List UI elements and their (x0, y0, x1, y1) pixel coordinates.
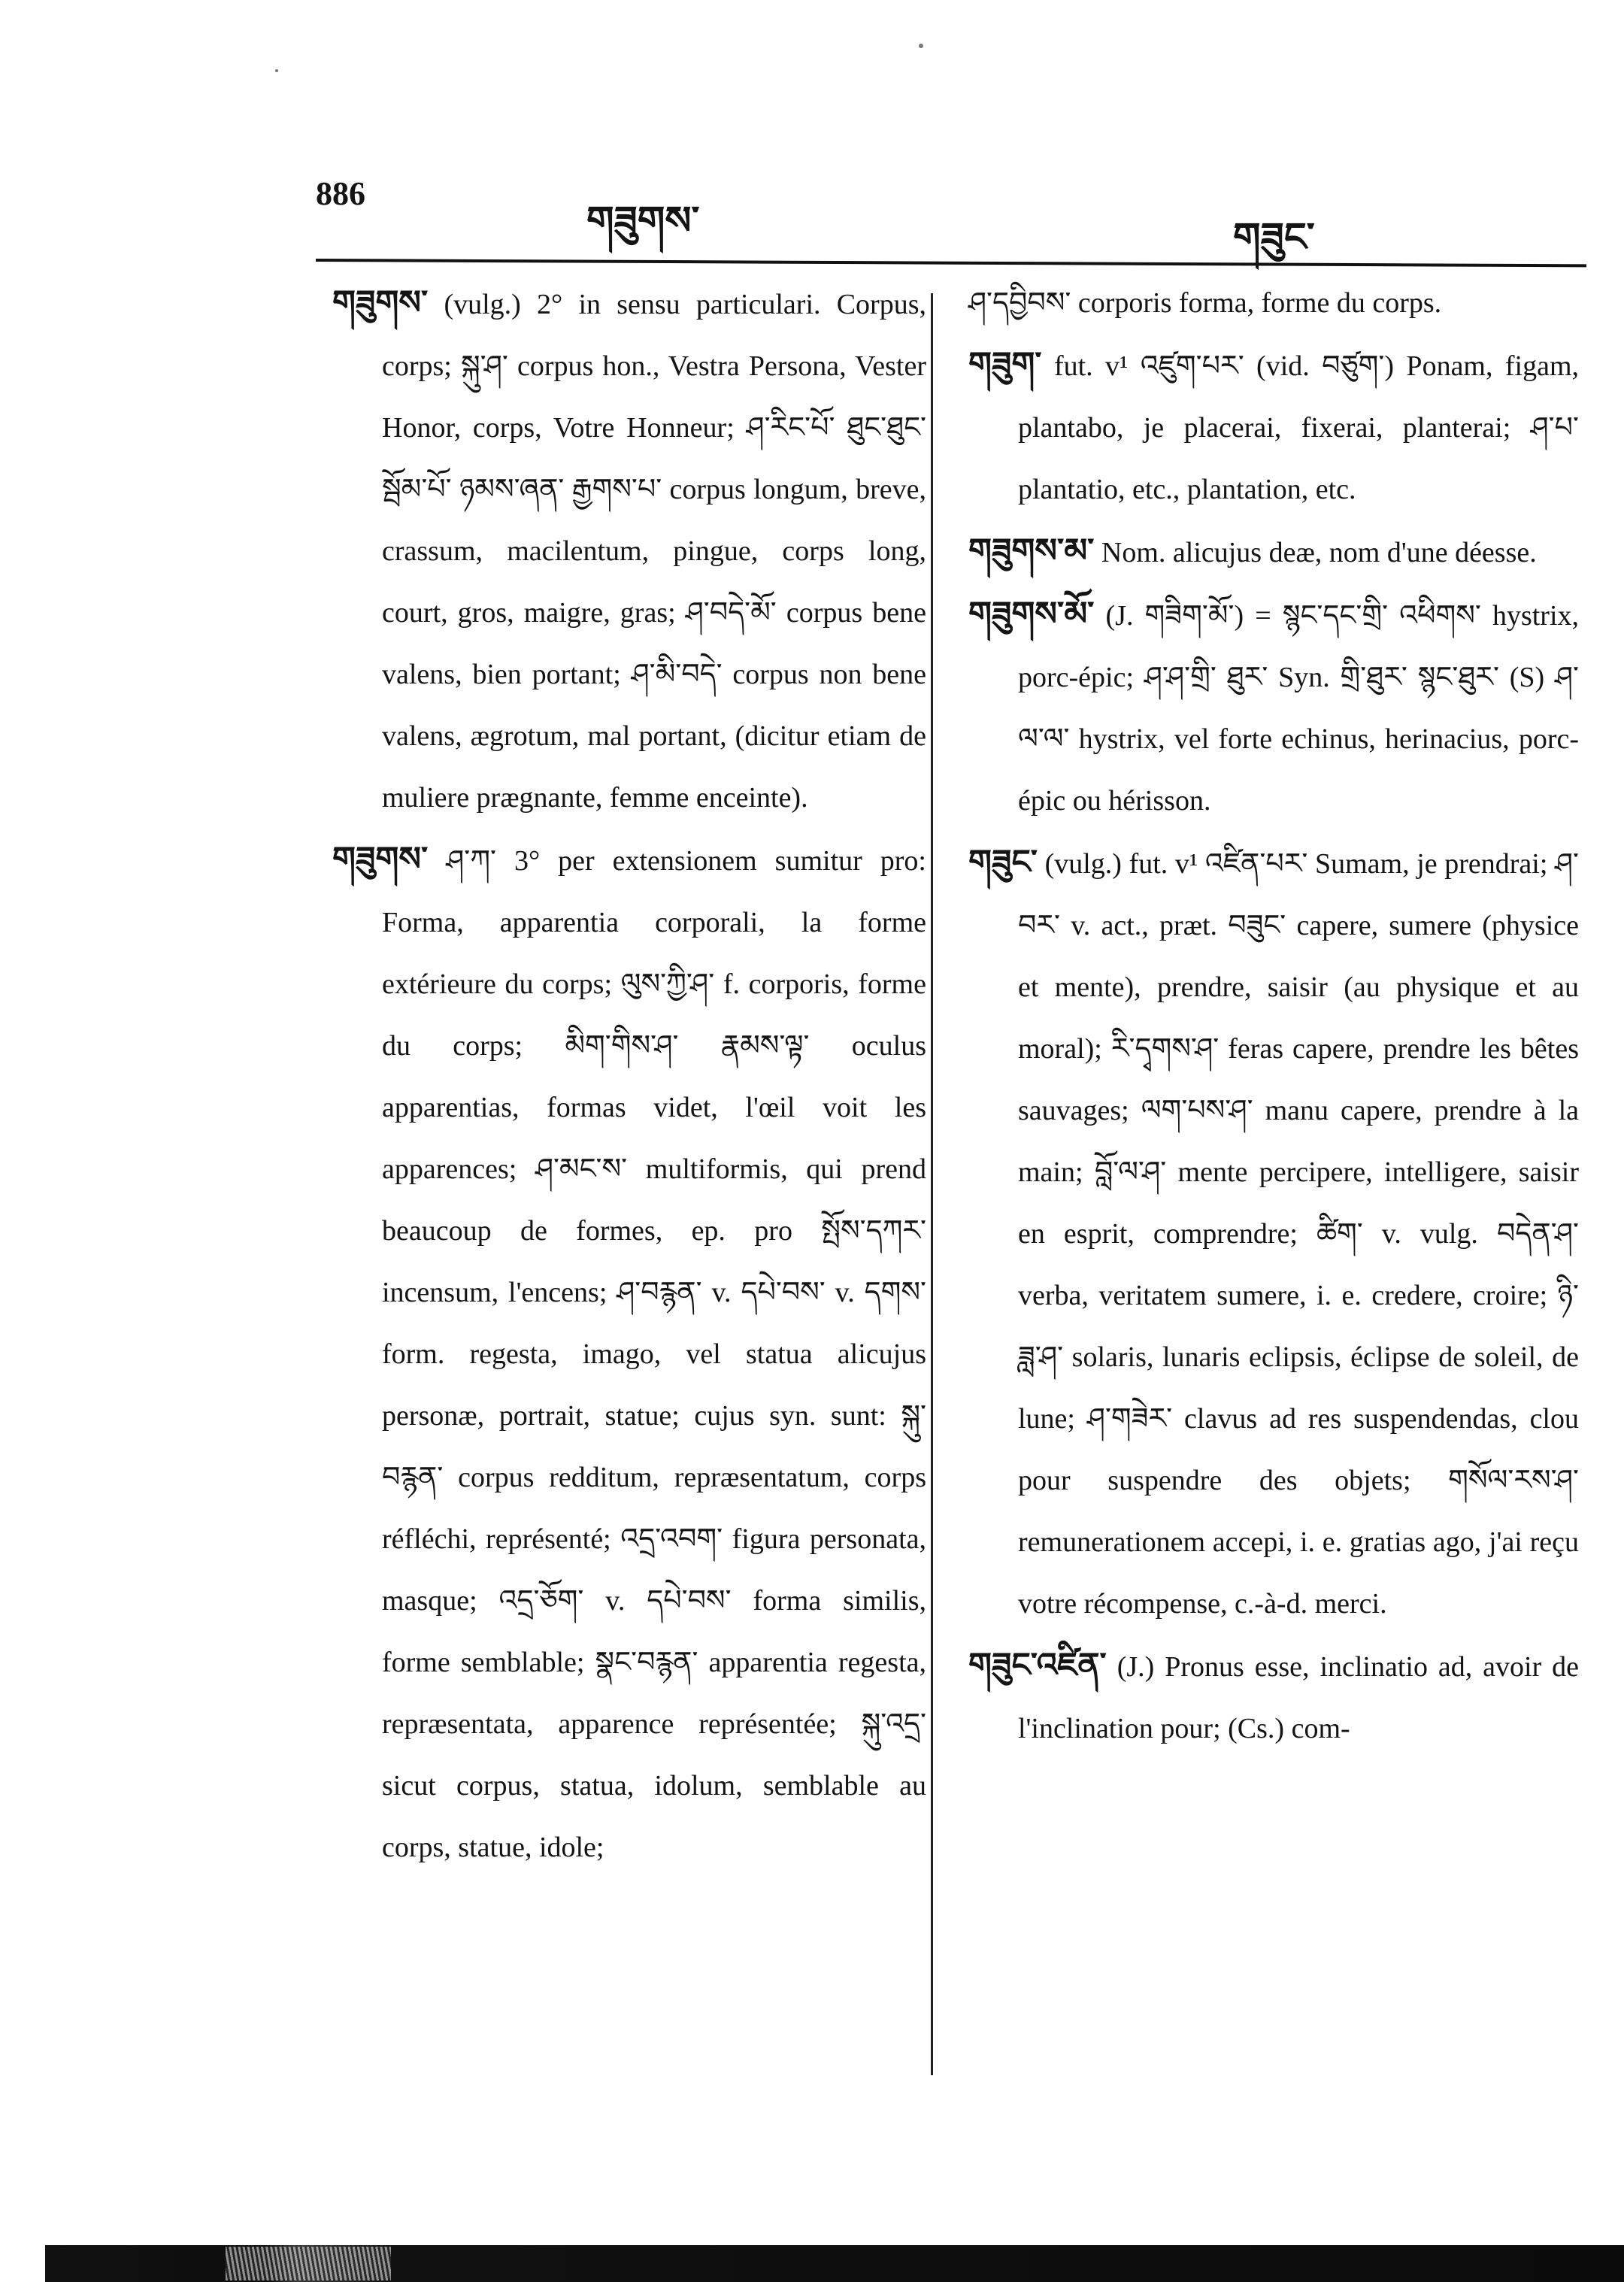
scan-speck (919, 44, 923, 48)
running-head-left: གཟུགས་ (586, 199, 700, 244)
left-column (332, 272, 926, 1878)
entry-text: (vulg.) 2° in sensu particulari. Corpus, corps; སྐུ་ཤ་ corpus hon., Vestra Persona, Vester Honor, corps, Votre Honneur; ཤ་རིང་པོ་ ཐུང་ཐུང་ སྦོམ་པོ་ ཉམས་ཞན་ རྒྱགས་པ་ corpus longum, breve, crassum, macilentum, pingue, corps long, court, gros, maigre, gras; ཤ་བདེ་མོ་ corpus bene valens, bien portant; ཤ་མི་བདེ་ corpus non bene valens, ægrotum, mal portant, (dicitur etiam de muliere prægnante, femme enceinte). (382, 289, 926, 814)
entry-headword: གཟུགས་ (332, 840, 429, 878)
dictionary-entry (968, 334, 1579, 520)
entry-headword: གཟུག་ (968, 345, 1042, 383)
entry-text: fut. v¹ འཛུག་པར་ (vid. བཙུག་) Ponam, figam, plantabo, je placerai, fixerai, planterai; ཤ་པ་ plantatio, etc., plantation, etc. (1018, 350, 1580, 505)
entry-text: (vulg.) fut. v¹ འཛིན་པར་ Sumam, je prendrai; ཤ་བར་ v. act., præt. བཟུང་ capere, sumere (physice et mente), prendre, saisir (au physique et au moral); རི་དྭགས་ཤ་ feras capere, prendre les bêtes sauvages; ལག་པས་ཤ་ manu capere, prendre à la main; བློ་ལ་ཤ་ mente percipere, intelligere, saisir en esprit, comprendre; ཚིག་ v. vulg. བདེན་ཤ་ verba, veritatem sumere, i. e. credere, croire; ཉི་ ཟླ་ཤ་ solaris, lunaris eclipsis, éclipse de soleil, de lune; ཤ་གཟེར་ clavus ad res suspendendas, clou pour suspendre des objets; གསོལ་རས་ཤ་ remunerationem accepi, i. e. gratias ago, j'ai reçu votre récompense, c.-à-d. merci. (1018, 848, 1580, 1620)
dictionary-entry (332, 829, 926, 1878)
entry-headword: གཟུང་འཛིན་ (968, 1646, 1107, 1684)
entry-text: Nom. alicujus deæ, nom d'une déesse. (1101, 537, 1537, 568)
dictionary-entry (968, 1635, 1579, 1759)
entry-text: ཤ་དབྱིབས་ corporis forma, forme du corps. (968, 287, 1442, 319)
page-number: 886 (316, 175, 365, 212)
entry-headword: གཟུགས་ (332, 283, 429, 322)
dictionary-entry (332, 272, 926, 829)
entry-text: (J. གཟིག་མོ་) = སྙང་དང་གྲི་ འཕིགས་ hystrix, porc-épic; ཤ་ཤ་གྲི་ ཐུར་ Syn. གྲི་ཐུར་ སྙང་ཐུར་ (S) ཤ་ལ་ལ་ hystrix, vel forte echinus, herinacius, porc-épic ou hérisson. (1018, 600, 1579, 817)
right-column (968, 272, 1579, 1759)
dictionary-entry (968, 583, 1579, 832)
entry-text: ཤ་ཀ་ 3° per extensionem sumitur pro: Forma, apparentia corporali, la forme extérieure du corps; ལུས་ཀྱི་ཤ་ f. corporis, forme du corps; མིག་གིས་ཤ་ རྣམས་ལྟ་ oculus apparentias, formas videt, l'œil voit les apparences; ཤ་མང་ས་ multiformis, qui prend beaucoup de formes, ep. pro སྤོས་དཀར་ incensum, l'encens; ཤ་བརྙན་ v. དཔེ་བས་ v. དགས་ form. regesta, imago, vel statua alicujus personæ, portrait, statue; cujus syn. sunt: སྐུ་བརྙན་ corpus redditum, repræsentatum, corps réfléchi, représenté; འདྲ་འབག་ figura personata, masque; འདྲ་ཅོག་ v. དཔེ་བས་ forma similis, forme semblable; སྣང་བརྙན་ apparentia regesta, repræsentata, apparence représentée; སྐུ་འདྲ་ sicut corpus, statua, idolum, semblable au corps, statue, idole; (382, 845, 926, 1863)
dictionary-entry (968, 520, 1579, 583)
entry-headword: གཟུགས་མ་ (968, 532, 1095, 570)
entry-headword: གཟུགས་མོ་ (968, 595, 1095, 633)
entry-headword: གཟུང་ (968, 843, 1038, 881)
column-divider (931, 293, 933, 2075)
dictionary-entry-continued (968, 272, 1579, 334)
scan-edge-noise (226, 2247, 391, 2280)
running-head-right: གཟུང་ (1233, 215, 1315, 260)
header-rule (316, 259, 1586, 267)
scan-speck (275, 69, 278, 72)
entry-text: (J.) Pronus esse, inclinatio ad, avoir de l'inclination pour; (Cs.) com- (1018, 1651, 1580, 1744)
dictionary-entry (968, 832, 1579, 1635)
